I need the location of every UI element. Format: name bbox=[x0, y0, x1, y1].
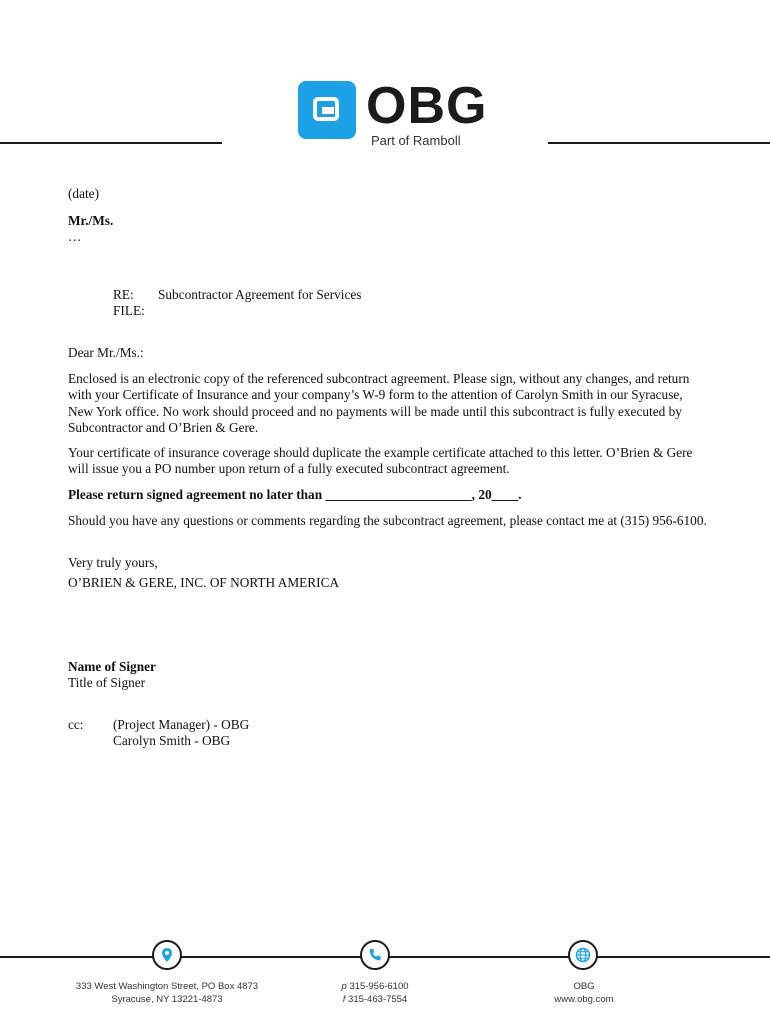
fax-prefix: f bbox=[342, 994, 346, 1005]
header-rule-right bbox=[548, 142, 770, 144]
footer-address bbox=[62, 980, 272, 1006]
recipient-address: … bbox=[68, 229, 82, 244]
closing: Very truly yours, bbox=[68, 555, 158, 570]
footer-address-line-2: Syracuse, NY 13221-4873 bbox=[111, 994, 223, 1005]
logo-tagline: Part of Ramboll bbox=[371, 133, 461, 148]
paragraph-4: Should you have any questions or comments regarding the subcontract agreement, please contact me at (315) 956-6100. bbox=[68, 513, 707, 528]
greeting: Dear Mr./Ms.: bbox=[68, 345, 144, 360]
logo-wordmark: OBG bbox=[366, 77, 488, 135]
cc-label: cc: bbox=[68, 717, 84, 732]
signer-title: Title of Signer bbox=[68, 675, 146, 690]
re-label: RE: bbox=[113, 287, 134, 302]
footer-phone: 315-956-6100 bbox=[349, 981, 409, 992]
phone-prefix: p bbox=[341, 981, 347, 992]
recipient-name: Mr./Ms. bbox=[68, 213, 114, 228]
re-value: Subcontractor Agreement for Services bbox=[158, 287, 362, 302]
file-label: FILE: bbox=[113, 303, 145, 318]
cc-recipient-2: Carolyn Smith - OBG bbox=[113, 733, 231, 748]
globe-icon bbox=[568, 940, 598, 970]
location-pin-icon bbox=[152, 940, 182, 970]
paragraph-3: Please return signed agreement no later than ______________________, 20____. bbox=[68, 487, 522, 502]
phone-icon bbox=[360, 940, 390, 970]
footer-web-name: OBG bbox=[573, 981, 595, 992]
signer-name: Name of Signer bbox=[68, 659, 156, 674]
footer-contact bbox=[315, 980, 435, 1006]
company-name: O’BRIEN & GERE, INC. OF NORTH AMERICA bbox=[68, 575, 340, 590]
obg-logo-mark bbox=[298, 81, 356, 139]
footer-address-line-1: 333 West Washington Street, PO Box 4873 bbox=[75, 981, 259, 992]
cc-recipient-1: (Project Manager) - OBG bbox=[113, 717, 250, 732]
paragraph-2: Your certificate of insurance coverage should duplicate the example certificate attached to this letter. O’Brien & Gere will issue you a PO number upon return of a fully executed subcontract agreement. bbox=[68, 445, 693, 477]
letter-date: (date) bbox=[68, 186, 100, 201]
paragraph-1: Enclosed is an electronic copy of the referenced subcontract agreement. Please sign, without any changes, and return with your Certificate of Insurance and your company’s W-9 form to the attention of Carolyn Smith in our Syracuse, New York office. No work should proceed and no payments will be made until this subcontract is fully executed by Subcontractor and O’Brien & Gere. bbox=[68, 371, 690, 435]
footer-fax: 315-463-7554 bbox=[348, 994, 408, 1005]
header-rule-left bbox=[0, 142, 222, 144]
footer-web-url[interactable]: www.obg.com bbox=[554, 994, 614, 1005]
footer-web bbox=[534, 980, 634, 1006]
